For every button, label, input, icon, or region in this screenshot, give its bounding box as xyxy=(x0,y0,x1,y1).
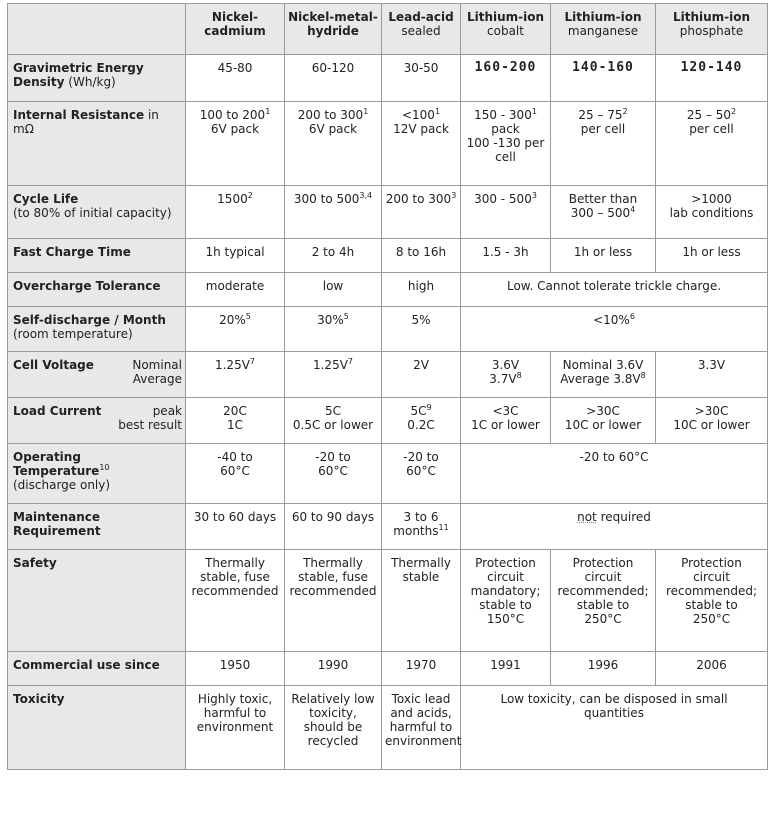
cell: >30C 10C or lower xyxy=(656,398,768,444)
cell: 5C 0.5C or lower xyxy=(285,398,382,444)
row-fast-charge xyxy=(8,239,768,273)
cell: 1h or less xyxy=(656,239,768,273)
cell: $1.25V^7$ xyxy=(285,352,382,398)
cell: 2006 xyxy=(656,652,768,686)
header-corner xyxy=(8,4,186,55)
cell: $<100^1$ 12V pack xyxy=(382,102,461,186)
row-self-discharge xyxy=(8,307,768,352)
cell: 200 to $300^1$ 6V pack xyxy=(285,102,382,186)
row-maintenance xyxy=(8,504,768,550)
label-internal-resistance: Internal Resistance in mΩ xyxy=(8,102,186,186)
cell: 1996 xyxy=(551,652,656,686)
cell: $300 - 500^3$ xyxy=(461,186,551,239)
label-safety: Safety xyxy=(8,550,186,652)
cell: 140-160 xyxy=(551,55,656,102)
label-overcharge: Overcharge Tolerance xyxy=(8,273,186,307)
cell: 1990 xyxy=(285,652,382,686)
cell: 2V xyxy=(382,352,461,398)
cell: 60-120 xyxy=(285,55,382,102)
header-li-manganese: Lithium-ion manganese xyxy=(551,4,656,55)
cell: 1h typical xyxy=(186,239,285,273)
cell: 30%$^5$ xyxy=(285,307,382,352)
cell: Protection circuit mandatory; stable to 150°C xyxy=(461,550,551,652)
cell: Thermally stable xyxy=(382,550,461,652)
cell: Protection circuit recommended; stable to 250°C xyxy=(551,550,656,652)
label-fast-charge: Fast Charge Time xyxy=(8,239,186,273)
cell: -40 to 60°C xyxy=(186,444,285,504)
cell: >1000 lab conditions xyxy=(656,186,768,239)
label-cycle-life: Cycle Life (to 80% of initial capacity) xyxy=(8,186,186,239)
row-cell-voltage xyxy=(8,352,768,398)
cell: $25 - 50^2$ per cell xyxy=(656,102,768,186)
cell: 1950 xyxy=(186,652,285,686)
cell: 1.5 - 3h xyxy=(461,239,551,273)
row-safety xyxy=(8,550,768,652)
header-li-cobalt: Lithium-ion cobalt xyxy=(461,4,551,55)
row-energy-density xyxy=(8,55,768,102)
cell: low xyxy=(285,273,382,307)
header-li-phosphate: Lithium-ion phosphate xyxy=(656,4,768,55)
row-cycle-life xyxy=(8,186,768,239)
label-self-discharge: Self-discharge / Month (room temperature) xyxy=(8,307,186,352)
cell: Thermally stable, fuse recommended xyxy=(285,550,382,652)
cell: $1.25V^7$ xyxy=(186,352,285,398)
cell: 1991 xyxy=(461,652,551,686)
row-commercial-use xyxy=(8,652,768,686)
cell: 160-200 xyxy=(461,55,551,102)
cell: Low. Cannot tolerate trickle charge. xyxy=(461,273,768,307)
cell: $150 - 300^1$ pack 100 -130 per cell xyxy=(461,102,551,186)
cell: Protection circuit recommended; stable to 250°C xyxy=(656,550,768,652)
cell: 20%$^5$ xyxy=(186,307,285,352)
cell: 20C 1C xyxy=(186,398,285,444)
label-toxicity: Toxicity xyxy=(8,686,186,770)
header-lead-acid: Lead-acid sealed xyxy=(382,4,461,55)
cell: 8 to 16h xyxy=(382,239,461,273)
cell: Relatively low toxicity, should be recycled xyxy=(285,686,382,770)
cell: 30 to 60 days xyxy=(186,504,285,550)
cell: high xyxy=(382,273,461,307)
header-nimh: Nickel-metal- hydride xyxy=(285,4,382,55)
row-toxicity xyxy=(8,686,768,770)
cell: -20 to 60°C xyxy=(461,444,768,504)
cell: Nominal 3.6V Average $3.8V^8$ xyxy=(551,352,656,398)
cell: -20 to 60°C xyxy=(285,444,382,504)
row-load-current xyxy=(8,398,768,444)
cell: <3C 1C or lower xyxy=(461,398,551,444)
cell: Thermally stable, fuse recommended xyxy=(186,550,285,652)
label-energy-density: Gravimetric Energy Density (Wh/kg) xyxy=(8,55,186,102)
cell: 45-80 xyxy=(186,55,285,102)
cell: >30C 10C or lower xyxy=(551,398,656,444)
cell: 60 to 90 days xyxy=(285,504,382,550)
label-maintenance: Maintenance Requirement xyxy=(8,504,186,550)
cell: Toxic lead and acids, harmful to environment xyxy=(382,686,461,770)
label-operating-temperature: Operating Temperature$^{10}$ (discharge only) xyxy=(8,444,186,504)
cell: 120-140 xyxy=(656,55,768,102)
cell: $25 - 75^2$ per cell xyxy=(551,102,656,186)
label-load-current: Load Current peak best result xyxy=(8,398,186,444)
battery-comparison-table xyxy=(7,3,768,770)
header-nicd: Nickel- cadmium xyxy=(186,4,285,55)
row-internal-resistance xyxy=(8,102,768,186)
row-overcharge xyxy=(8,273,768,307)
cell: 5% xyxy=(382,307,461,352)
cell: moderate xyxy=(186,273,285,307)
cell: 2 to 4h xyxy=(285,239,382,273)
cell: -20 to 60°C xyxy=(382,444,461,504)
cell: 1970 xyxy=(382,652,461,686)
label-cell-voltage: Cell Voltage Nominal Average xyxy=(8,352,186,398)
header-row xyxy=(8,4,768,55)
cell: 1h or less xyxy=(551,239,656,273)
cell: 300 to 500$^{3,4}$ xyxy=(285,186,382,239)
cell: 1500$^2$ xyxy=(186,186,285,239)
cell: 3.6V $3.7V^8$ xyxy=(461,352,551,398)
cell: 3.3V xyxy=(656,352,768,398)
cell: 100 to $200^1$ 6V pack xyxy=(186,102,285,186)
cell: $5C^9$ 0.2C xyxy=(382,398,461,444)
label-commercial-use: Commercial use since xyxy=(8,652,186,686)
cell: Low toxicity, can be disposed in small quantities xyxy=(461,686,768,770)
cell: not required xyxy=(461,504,768,550)
row-operating-temperature xyxy=(8,444,768,504)
cell: Highly toxic, harmful to environment xyxy=(186,686,285,770)
cell: 30-50 xyxy=(382,55,461,102)
cell: 200 to $300^3$ xyxy=(382,186,461,239)
cell: Better than $300 - 500^4$ xyxy=(551,186,656,239)
cell: 3 to 6 months$^{11}$ xyxy=(382,504,461,550)
cell: <10%$^6$ xyxy=(461,307,768,352)
